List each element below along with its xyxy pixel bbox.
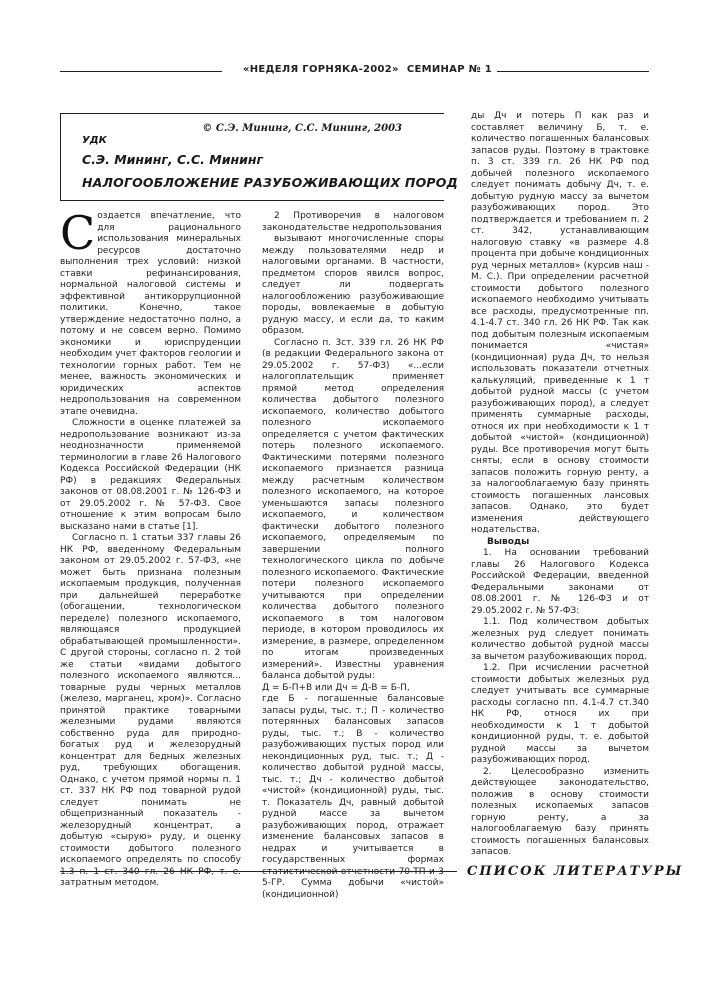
conclusions-heading: Выводы [487,536,530,547]
text-column-1 [60,206,241,890]
balance-formula: Д = Б-П+В или Дч = Д-В = Б-П, [262,682,410,693]
paragraph: где Б - погашенные балансовые запасы руды, тыс. т.; П - количество потерянных балансовых запасов руды, тыс. т.; В - количество разубоживающих пустых пород или некондиционных руд, тыс. т.; Д - количество добытой рудной массы, тыс. т.; Дч - количество добытой «чистой» (кондиционной) руды, тыс. т. Показатель Дч, равный добытой рудной массе за вычетом разубоживающих пород, отражает изменение балансовых запасов в недрах и учитывается в государственных формах 5-ГР. Сумма добычи «чистой» (кондиционной) [262,694,444,900]
paragraph: Сложности в оценке платежей за недропользование возникают из-за неоднозначности применяемой терминологии в главе 26 Налогового Кодекса Российской Федерации (НК РФ) в редакциях Федеральных законов от 08.08.2001 г. № 126-ФЗ и от 29.05.2002 г. № 57-ФЗ. Свое отношение к этим вопросам было высказано нами в статье [1]. [60,418,241,532]
journal-name: «НЕДЕЛЯ ГОРНЯКА-2002» [243,64,399,75]
udk-label: УДК [82,135,107,146]
text-column-3 [471,111,649,859]
copyright-line: © С.Э. Мининг, С.С. Мининг, 2003 [202,123,402,134]
conclusion-item: 1.2. При исчислении расчетной стоимости добытых железных руд следует учитывать все суммарные расходы согласно пп. 4.1-4.7 ст.340 НК РФ, относя их при необходимости к 1 т добытой кондиционной руды, т. е. добытой рудной массы за вычетом разубоживающих пород. [471,663,649,765]
header-rule-right [497,71,649,72]
conclusion-item: 2. Целесообразно изменить действующее законодательство, положив в основу стоимости полезных ископаемых запасов горную ренту, а за налогооблагаемую базу принять стоимость погашенных балансовых запасов. [471,766,649,857]
conclusion-item: 1. На основании требований главы 26 Налогового Кодекса Российской Федерации, введенной Федеральными законами от 08.08.2001 г. № 126-ФЗ и от 29.05.2002 г. № 57-ФЗ: [471,548,649,616]
seminar-label: СЕМИНАР № 1 [406,64,492,75]
paragraph [60,206,241,418]
section-heading: 2 Противоречия в налоговом законодательстве недропользования [262,211,444,233]
drop-cap: С [60,206,96,260]
paragraph: ды Дч и потерь П как раз и составляет величину Б, т. е. количество погашенных балансовых запасов руды. Поэтому в трактовке п. 3 ст. 339 гл. 26 НК РФ под добычей полезного ископаемого следует понимать добычу Дч, т. е. добытую рудную массу за вычетом разубоживающих пород. Это подтверждается и требованием п. 2 ст. 342, устанавливающим налоговую ставку «в размере 4.8 процента при добыче кондиционных руд черных металлов» (курсив наш - М. С.). При определении расчетной стоимости добытого полезного ископаемого необходимо учитывать все расходы, предусмотренные пп. 4.1-4.7 ст. 340 гл. 26 НК РФ. Так как под добытым полезным ископаемым понимается «чистая» (кондиционная) руда Дч, то нельзя использовать показатели отчетных калькуляций, приведенные к 1 т добытой рудной массы (с учетом разубоживающих пород), а следует применять суммарные расходы, относя их при необходимости к 1 т добытой «чистой» (кондиционной) руды. Все противоречия могут быть сняты, если в основу стоимости запасов положить горную ренту, а за налогооблагаемую базу принять стоимость погашенных лансовых запасов. Однако, это будет изменения действующего нодательства. [471,111,649,535]
running-head [243,64,493,75]
conclusion-item: 1.1. Под количеством добытых железных руд следует понимать количество добытой рудной массы за вычетом разубоживающих пород. [471,617,649,662]
authors: С.Э. Мининг, С.С. Мининг [82,152,264,167]
article-title: НАЛОГООБЛОЖЕНИЕ РАЗУБОЖИВАЮЩИХ ПОРОД [82,175,458,190]
title-box [60,113,458,201]
header-rule-left [60,71,222,72]
references-heading: СПИСОК ЛИТЕРАТУРЫ [467,864,684,879]
paragraph: вызывают многочисленные споры между пользователями недр и налоговыми органами. В частности, предметом споров явился вопрос, следует ли подвергать налогообложению разубоживающие породы, вовлекаемые в добытую рудную массу, и если да, то каким образом. [262,234,444,336]
text-column-2 [262,211,444,901]
paragraph: Согласно п. 3ст. 339 гл. 26 НК РФ (в редакции Федерального закона от 29.05.2002 г. 57-ФЗ) «...если налогоплательщик применяет прямой метод определения количества добытого полезного ископаемого, количество добытого полезного ископаемого определяется с учетом фактических потерь полезного ископаемого. Фактическими потерями полезного ископаемого признается разница между расчетным количеством полезного ископаемого, на которое уменьшаются запасы полезного ископаемого, и количеством фактически добытого полезного ископаемого, определяемым по завершении полного технологического цикла по добыче полезного ископаемого. Фактические потери полезного ископаемого учитываются при определении количества добытого полезного ископаемого в том налоговом периоде, в котором проводилось их измерение, в размере, определенном по итогам произведенных измерений». Известны уравнения баланса добытой руды: [262,337,444,681]
paragraph-text: оздается впечатление, что для рационального использования минеральных ресурсов достаточно выполнения трех условий: низкой ставки рефинансирования, нормальной налоговой системы и эффективной антикоррупционной политики. Конечно, такое утверждение недостаточно полно, а потому и не совсем верно. Помимо экономики и юриспруденции необходим учет факторов геологии и технологии горных работ. Тем не менее, важность экономических и юридических аспектов недропользования на современном этапе очевидна. [60,211,241,417]
paragraph: Согласно п. 1 статьи 337 главы 26 НК РФ, введенному Федеральным законом от 29.05.2002 г. 57-ФЗ, «не может быть признана полезным ископаемым продукция, полученная при дальнейшей переработке (обогащении, технологическом переделе) полезного ископаемого, являющаяся продукцией обрабатывающей промышленности». С другой стороны, согласно п. 2 той же статьи «видами добытого полезного ископаемого являются... товарные руды черных металлов (железо, марганец, хром)». Согласно принятой практике товарными железными рудами являются собственно руда для природно-богатых руд и железорудный концентрат для бедных железных руд, требующих обогащения. Однако, с учетом прямой нормы п. 1 ст. 337 НК РФ под товарной рудой следует понимать не общепризнанный показатель - железорудный концентрат, а добытую «сырую» руду, и оценку стоимости добытого полезного ископаемого определять по способу затратным методом. [60,533,241,888]
footer-rule [60,871,457,872]
